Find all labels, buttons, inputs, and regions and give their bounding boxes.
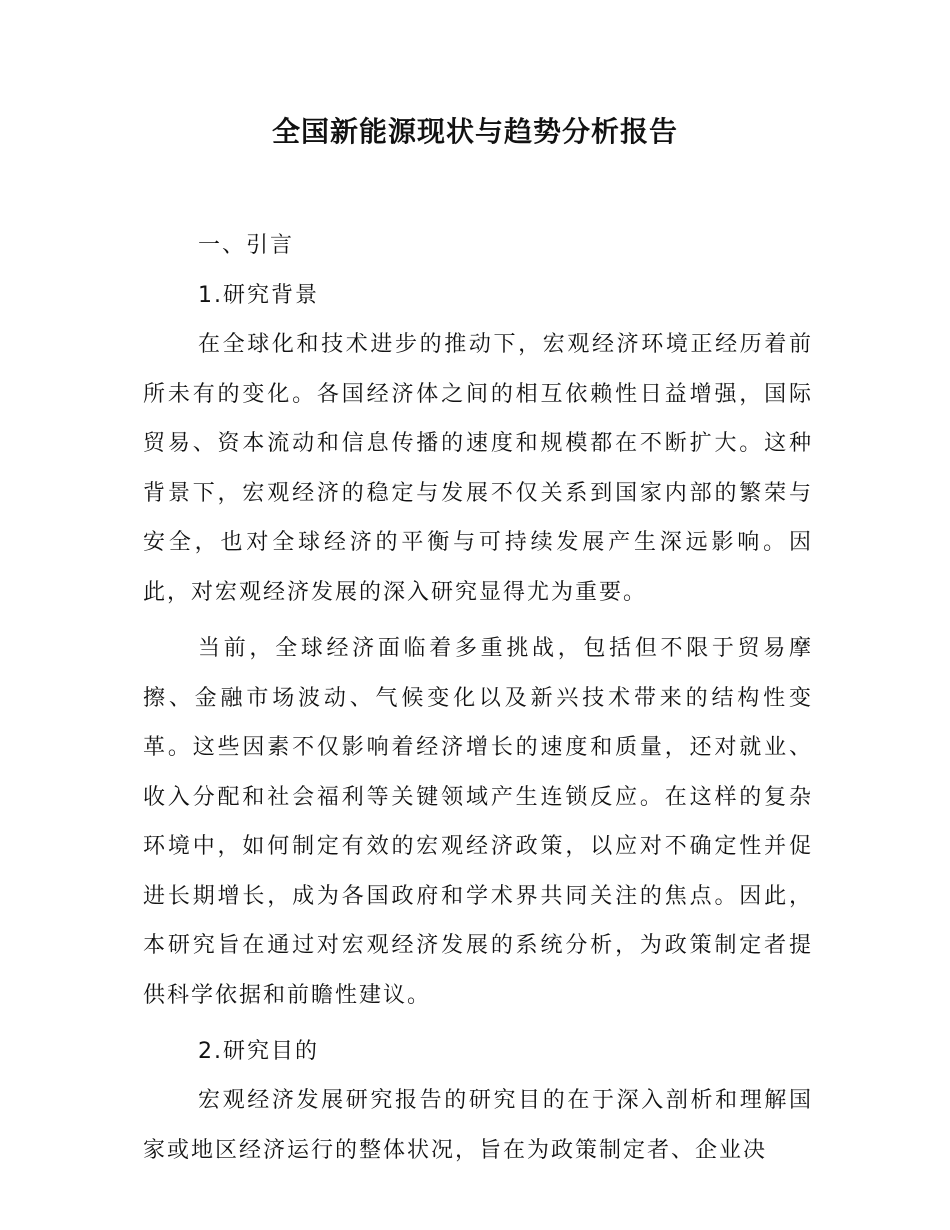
paragraph-purpose-1: 宏观经济发展研究报告的研究目的在于深入剖析和理解国家或地区经济运行的整体状况，旨在为政策制定者、企业决 bbox=[143, 1088, 813, 1163]
subsection-heading-purpose: 2.研究目的 bbox=[198, 1038, 319, 1064]
subsection-heading-background: 1.研究背景 bbox=[198, 282, 319, 308]
section-heading-introduction: 一、引言 bbox=[198, 233, 295, 258]
paragraph-background-2: 当前，全球经济面临着多重挑战，包括但不限于贸易摩擦、金融市场波动、气候变化以及新兴技术带来的结构性变革。这些因素不仅影响着经济增长的速度和质量，还对就业、收入分配和社会福利等关键领域产生连锁反应。在这样的复杂环境中，如何制定有效的宏观经济政策，以应对不确定性并促进长期增长，成为各国政府和学术界共同关注的焦点。因此，本研究旨在通过对宏观经济发展的系统分析，为政策制定者提供科学依据和前瞻性建议。 bbox=[143, 636, 813, 1008]
paragraph-background-1: 在全球化和技术进步的推动下，宏观经济环境正经历着前所未有的变化。各国经济体之间的相互依赖性日益增强，国际贸易、资本流动和信息传播的速度和规模都在不断扩大。这种背景下，宏观经济的稳定与发展不仅关系到国家内部的繁荣与安全，也对全球经济的平衡与可持续发展产生深远影响。因此，对宏观经济发展的深入研究显得尤为重要。 bbox=[143, 332, 813, 605]
document-title: 全国新能源现状与趋势分析报告 bbox=[271, 115, 678, 148]
document-body bbox=[143, 228, 813, 1189]
